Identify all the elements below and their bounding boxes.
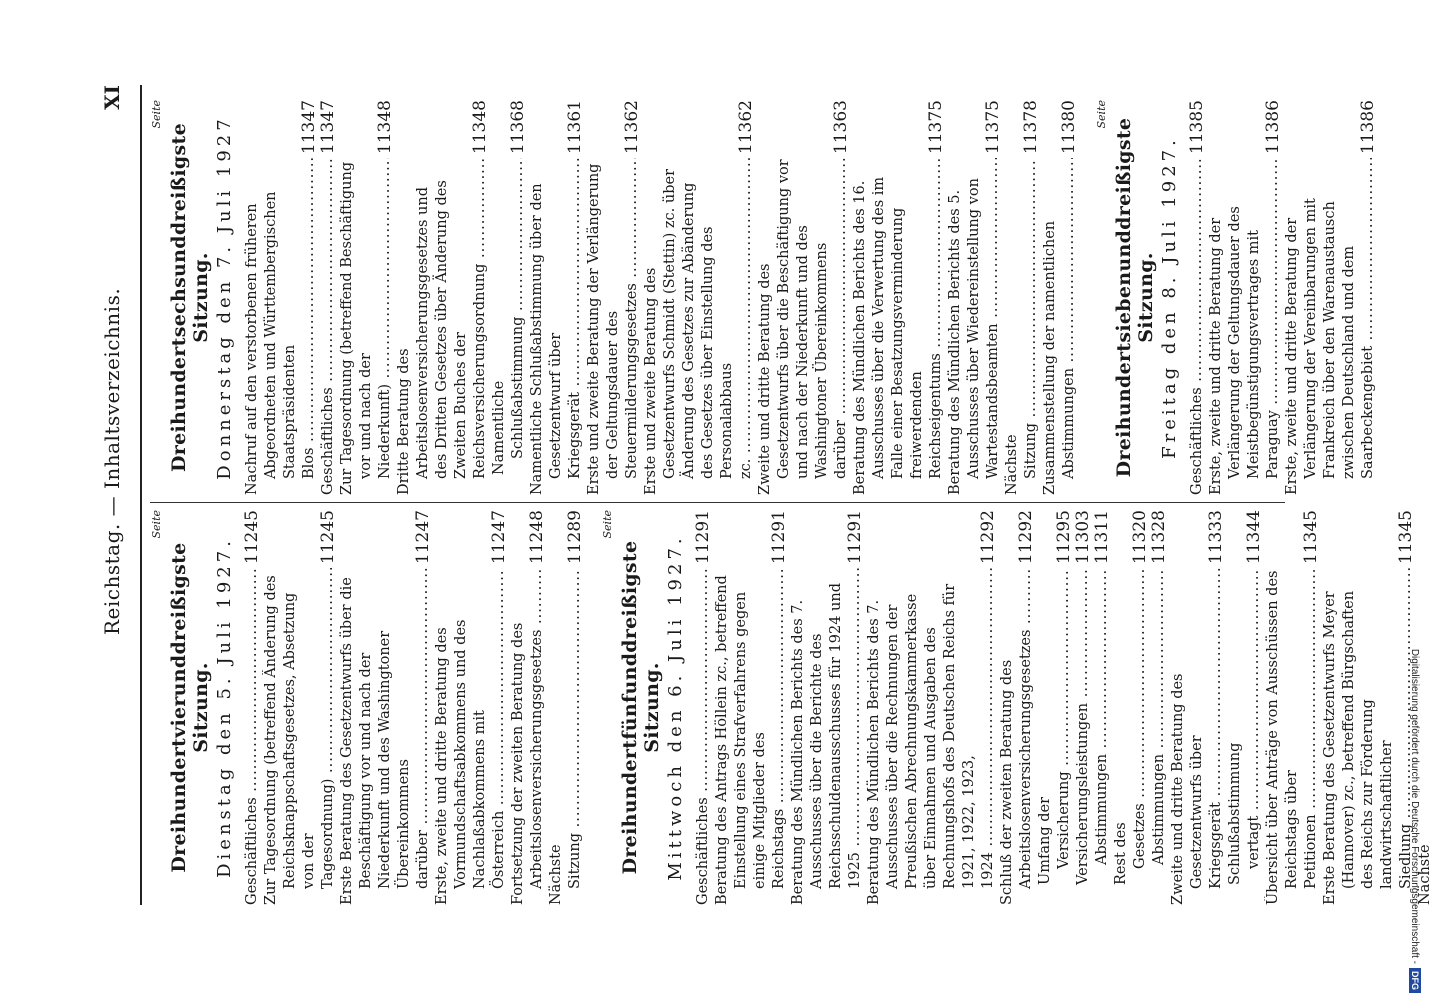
toc-entry-page: 11245 bbox=[242, 510, 262, 565]
session-title: Dreihundertfünfunddreißigste Sitzung. bbox=[619, 540, 663, 875]
toc-entry-text: Beratung des Mündlichen Berichts des 5. Ausschusses über Wiedereinstellung von Wartestandsbeamten ..... bbox=[947, 158, 1001, 495]
toc-entry bbox=[1188, 100, 1207, 495]
toc-entry-page: 11347 bbox=[318, 100, 338, 155]
toc-entry bbox=[694, 510, 713, 905]
right-column bbox=[150, 100, 1394, 495]
seite-label: Seite bbox=[150, 100, 163, 129]
toc-entry-page: 11347 bbox=[299, 100, 319, 155]
toc-entry-text: Rest des Gesetzes ..... bbox=[1113, 568, 1148, 885]
seite-label: Seite bbox=[150, 510, 163, 539]
toc-entry bbox=[642, 100, 756, 495]
toc-entry-text: Namentliche Schlußabstimmung ..... bbox=[491, 158, 526, 475]
toc-entry-text: Erste und zweite Beratung der Verlängerung der Geltungsdauer des Steuermilderungsgesetzes ..... bbox=[586, 158, 640, 495]
toc-entry-text: Zweite und dritte Beratung des Gesetzentwurfs über Kriegsgerät ..... bbox=[1170, 568, 1224, 905]
session-block bbox=[150, 510, 585, 905]
toc-entry-page: 11362 bbox=[622, 100, 642, 155]
toc-entry bbox=[1112, 510, 1150, 905]
session-date: Mittwoch den 6. Juli 1927. bbox=[665, 534, 686, 881]
toc-entry-text: Umfang der Versicherung ..... bbox=[1037, 568, 1072, 885]
toc-entry bbox=[1041, 100, 1079, 495]
toc-entry bbox=[585, 100, 642, 495]
toc-entry-page: 11386 bbox=[1358, 100, 1378, 155]
toc-entry-page: 11385 bbox=[1187, 100, 1207, 155]
toc-entry-page: 11311 bbox=[1092, 510, 1112, 565]
running-head-title: Reichstag. — Inhaltsverzeichnis. bbox=[100, 287, 124, 635]
toc-entry-page: 11361 bbox=[565, 100, 585, 155]
toc-entry bbox=[756, 100, 851, 495]
toc-entry bbox=[1074, 510, 1093, 905]
toc-entry-page: 11380 bbox=[1059, 100, 1079, 155]
toc-entry-page: 11289 bbox=[565, 510, 585, 565]
seite-label: Seite bbox=[1095, 100, 1108, 129]
toc-entry-text: Schluß der zweiten Beratung des Arbeitslosenversicherungsgesetzes ..... bbox=[999, 568, 1034, 905]
toc-entry-page: 11345 bbox=[1396, 510, 1416, 565]
toc-entry-page: 11375 bbox=[983, 100, 1003, 155]
session-title: Dreihundertsechsunddreißigste Sitzung. bbox=[168, 123, 212, 472]
toc-entry-page: 11247 bbox=[413, 510, 433, 565]
toc-entry-page: 11348 bbox=[470, 100, 490, 155]
session-date: Donnerstag den 7. Juli 1927 bbox=[214, 115, 235, 480]
toc-entry bbox=[1283, 100, 1378, 495]
toc-entry-page: 11295 bbox=[1054, 510, 1074, 565]
toc-entry-text: Erste, zweite und dritte Beratung des Vormundschaftsabkommens und des Nachlaßabkommens mit Österreich ..... bbox=[434, 568, 507, 905]
page-number: XI bbox=[100, 85, 124, 110]
toc-entry-page: 11362 bbox=[736, 100, 756, 155]
session-block bbox=[150, 100, 1079, 495]
toc-entry bbox=[1264, 510, 1321, 905]
toc-entry-text: Namentliche Schlußabstimmung über den Gesetzentwurf über Kriegsgerät ..... bbox=[529, 158, 583, 495]
toc-entry-page: 11292 bbox=[1016, 510, 1036, 565]
toc-entry bbox=[1093, 510, 1112, 905]
toc-entry bbox=[338, 510, 433, 905]
toc-entry bbox=[509, 510, 547, 905]
toc-entry-text: Zweite und dritte Beratung des Gesetzentwurfs über die Beschäftigung vor und nach der Niederkunft und des Washingtoner Übereinkommens darüber ..... bbox=[757, 158, 849, 495]
toc-entry bbox=[243, 100, 319, 495]
toc-entry-text: Nächste Sitzung ..... bbox=[1004, 158, 1039, 495]
toc-entry bbox=[319, 100, 338, 495]
toc-entry bbox=[395, 100, 490, 495]
toc-entry bbox=[946, 100, 1003, 495]
toc-entry-text: Nachruf auf den verstorbenen früheren Abgeordneten und Württembergischen Staatspräsidenten Blos ..... bbox=[244, 158, 317, 495]
running-head bbox=[100, 85, 142, 905]
toc-entry bbox=[1207, 100, 1283, 495]
toc-entry-page: 11363 bbox=[831, 100, 851, 155]
toc-entry-text: Übersicht über Anträge von Ausschüssen des Reichstags über Petitionen ..... bbox=[1265, 568, 1319, 905]
toc-entry-page: 11386 bbox=[1263, 100, 1283, 155]
session-date: Dienstag den 5. Juli 1927. bbox=[214, 537, 235, 878]
toc-entry-page: 11291 bbox=[769, 510, 789, 565]
toc-entry-page: 11291 bbox=[845, 510, 865, 565]
toc-entry-page: 11320 bbox=[1130, 510, 1150, 565]
toc-entry-text: Erste Beratung des Gesetzentwurfs Meyer (Hannover) zc., betreffend Bürgschaften des Reichs zur Förderung landwirtschaftlicher Siedlung ..... bbox=[1322, 568, 1414, 905]
toc-entry-page: 11248 bbox=[527, 510, 547, 565]
toc-entry-text: Erste, zweite und dritte Beratung der Verlängerung der Geltungsdauer des Meistbegünstigungsvertrages mit Paraguay ..... bbox=[1208, 158, 1281, 495]
toc-entry-text: Erste, zweite und dritte Beratung der Verlängerung der Vereinbarungen mit Frankreich über den Warenaustausch zwischen Deutschland und dem Saarbeckengebiet ..... bbox=[1284, 158, 1376, 495]
toc-entry-page: 11245 bbox=[318, 510, 338, 565]
toc-entry bbox=[1150, 510, 1169, 905]
toc-entry bbox=[1226, 510, 1264, 905]
toc-entry-text: Geschäftliches ..... bbox=[244, 568, 260, 905]
toc-entry-page: 11345 bbox=[1301, 510, 1321, 565]
toc-entry-page: 11348 bbox=[375, 100, 395, 155]
toc-entry-text: Zur Tagesordnung (betreffend Änderung des Reichsknappschaftsgesetzes, Absetzung von der Tagesordnung) ..... bbox=[263, 568, 336, 905]
toc-entry-text: Versicherungsleistungen ..... bbox=[1075, 568, 1091, 885]
toc-entry-page: 11333 bbox=[1206, 510, 1226, 565]
toc-entry-page: 11378 bbox=[1021, 100, 1041, 155]
session-date: Freitag den 8. Juli 1927. bbox=[1159, 136, 1180, 459]
session-block bbox=[1095, 100, 1378, 495]
toc-entry bbox=[998, 510, 1036, 905]
session-title: Dreihundertvierunddreißigste Sitzung. bbox=[168, 542, 212, 873]
toc-entry-page: 11292 bbox=[978, 510, 998, 565]
toc-entry bbox=[338, 100, 395, 495]
toc-entry bbox=[1036, 510, 1074, 905]
toc-entry bbox=[1003, 100, 1041, 495]
toc-entry bbox=[865, 510, 998, 905]
toc-entry-text: Nächste ..... bbox=[1417, 568, 1434, 905]
toc-entry-page: 11291 bbox=[693, 510, 713, 565]
toc-entry bbox=[262, 510, 338, 905]
dfg-logo: DFG bbox=[1409, 968, 1421, 993]
toc-entry-text: Dritte Beratung des Arbeitslosenversicherungsgesetzes und des Dritten Gesetzes über Änderung des Zweiten Buches der Reichsversicherungsordnung ..... bbox=[396, 158, 488, 495]
toc-entry-text: Erste und zweite Beratung des Gesetzentwurfs Schmidt (Stettin) zc. über Änderung des Gesetzes zur Abänderung des Gesetzes über Einstellung des Personalabbaus zc. ..... bbox=[643, 158, 754, 495]
column-divider bbox=[150, 502, 1285, 503]
toc-entry bbox=[1169, 510, 1226, 905]
toc-entry bbox=[433, 510, 509, 905]
session-block bbox=[601, 510, 1434, 905]
toc-entry-text: Abstimmungen ..... bbox=[1094, 568, 1110, 865]
toc-entry-page: 11375 bbox=[926, 100, 946, 155]
toc-entry bbox=[1321, 510, 1416, 905]
toc-entry-page: 11344 bbox=[1244, 510, 1264, 565]
toc-entry-text: Beratung des Mündlichen Berichts des 7. Ausschusses über die Berichte des Reichsschuldenausschusses für 1924 und 1925 ..... bbox=[790, 568, 863, 905]
toc-entry bbox=[789, 510, 865, 905]
toc-entry bbox=[851, 100, 946, 495]
toc-entry-text: Zur Tagesordnung (betreffend Beschäftigung vor und nach der Niederkunft) ..... bbox=[339, 158, 393, 495]
toc-entry bbox=[713, 510, 789, 905]
seite-label: Seite bbox=[601, 510, 614, 539]
toc-entry-text: Zusammenstellung der namentlichen Abstimmungen ..... bbox=[1042, 158, 1077, 495]
toc-entry-text: Beratung des Mündlichen Berichts des 7. Ausschusses über die Rechnungen der Preußischen Abrechnungskammerkasse über Einnahmen und Ausgaben des Rechnungshofs des Deutschen Reichs für 1921, 1922, 1923, 1924 ..... bbox=[866, 568, 996, 905]
toc-entry bbox=[243, 510, 262, 905]
toc-entry-text: Abstimmungen ..... bbox=[1151, 568, 1167, 865]
toc-entry bbox=[490, 100, 528, 495]
toc-entry bbox=[528, 100, 585, 495]
session-title: Dreihundertsiebenunddreißigste Sitzung. bbox=[1113, 117, 1157, 478]
toc-entry-text: Geschäftliches ..... bbox=[320, 158, 336, 495]
toc-entry-text: Schlußabstimmung vertagt ..... bbox=[1227, 568, 1262, 885]
digitization-credit bbox=[1405, 8, 1425, 993]
toc-entry-text: Nächste Sitzung ..... bbox=[548, 568, 583, 905]
toc-entry-page: 11328 bbox=[1149, 510, 1169, 565]
toc-entry-page: 11303 bbox=[1073, 510, 1093, 565]
credit-text: Digitalisierung gefördert durch die Deutsche Forschungsgemeinschaft - bbox=[1409, 648, 1421, 964]
left-column bbox=[150, 510, 1434, 905]
toc-entry-text: Fortsetzung der zweiten Beratung des Arbeitslosenversicherungsgesetzes ..... bbox=[510, 568, 545, 905]
toc-entry-page: 11368 bbox=[508, 100, 528, 155]
toc-entry-page: 11247 bbox=[489, 510, 509, 565]
toc-entry-text: Erste Beratung des Gesetzentwurfs über die Beschäftigung vor und nach der Niederkunft und des Washingtoner Übereinkommens darüber ..... bbox=[339, 568, 431, 905]
toc-entry-text: Geschäftliches ..... bbox=[695, 568, 711, 905]
toc-entry-text: Beratung des Antrags Höllein zc., betreffend Einstellung eines Strafverfahrens gegen einige Mitglieder des Reichstags ..... bbox=[714, 568, 787, 905]
toc-entry bbox=[547, 510, 585, 905]
toc-entry-text: Beratung des Mündlichen Berichts des 16. Ausschusses über die Verwertung des im Falle einer Besatzungsverminderung freiwerdenden Reichseigentums ..... bbox=[852, 158, 944, 495]
toc-entry-text: Geschäftliches ..... bbox=[1189, 158, 1205, 495]
